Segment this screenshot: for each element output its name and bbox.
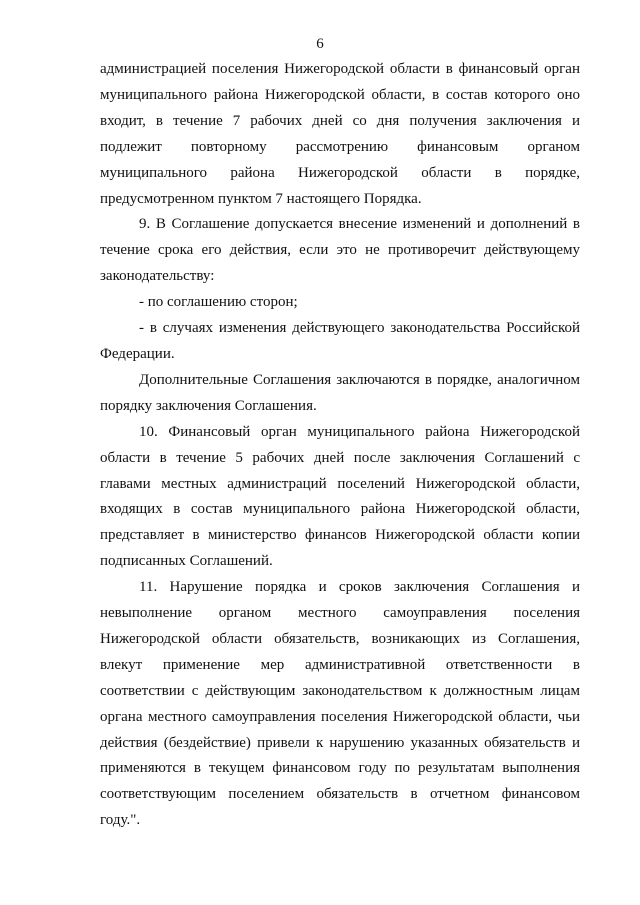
paragraph-item-10: 10. Финансовый орган муниципального района Нижегородской области в течение 5 рабочих дней после заключения Соглашений с главами местных администраций поселений Нижегородской области, входящих в состав муниципального района Нижегородской области, представляет в министерство финансов Нижегородской области копии подписанных Соглашений. (100, 423, 580, 570)
document-body (100, 57, 580, 834)
page-number: 6 (316, 36, 324, 52)
list-item-agreement: - по соглашению сторон; (139, 294, 298, 311)
paragraph-continuation: администрацией поселения Нижегородской области в финансовый орган муниципального района Нижегородской области, в состав которого оно входит, в течение 7 рабочих дней со дня получения заключения и подлежит повторному рассмотрению финансовым органом муниципального района Нижегородской области в порядке, предусмотренном пунктом 7 настоящего Порядка. (100, 61, 580, 207)
paragraph-additional-agreements: Дополнительные Соглашения заключаются в порядке, аналогичном порядку заключения Соглашения. (100, 371, 580, 414)
paragraph-item-9: 9. В Соглашение допускается внесение изменений и дополнений в течение срока его действия, если это не противоречит действующему законодательству: (100, 216, 580, 285)
list-item-legislation-change: - в случаях изменения действующего законодательства Российской Федерации. (100, 320, 580, 362)
paragraph-item-11: 11. Нарушение порядка и сроков заключения Соглашения и невыполнение органом местного самоуправления поселения Нижегородской области обязательств, возникающих из Соглашения, влекут применение мер административной ответственности в соответствии с действующим законодательством к должностным лицам органа местного самоуправления поселения Нижегородской области, чьи действия (бездействие) привели к нарушению указанных обязательств и применяются в текущем финансовом году по результатам выполнения соответствующим поселением обязательств в отчетном финансовом году.". (100, 579, 580, 829)
